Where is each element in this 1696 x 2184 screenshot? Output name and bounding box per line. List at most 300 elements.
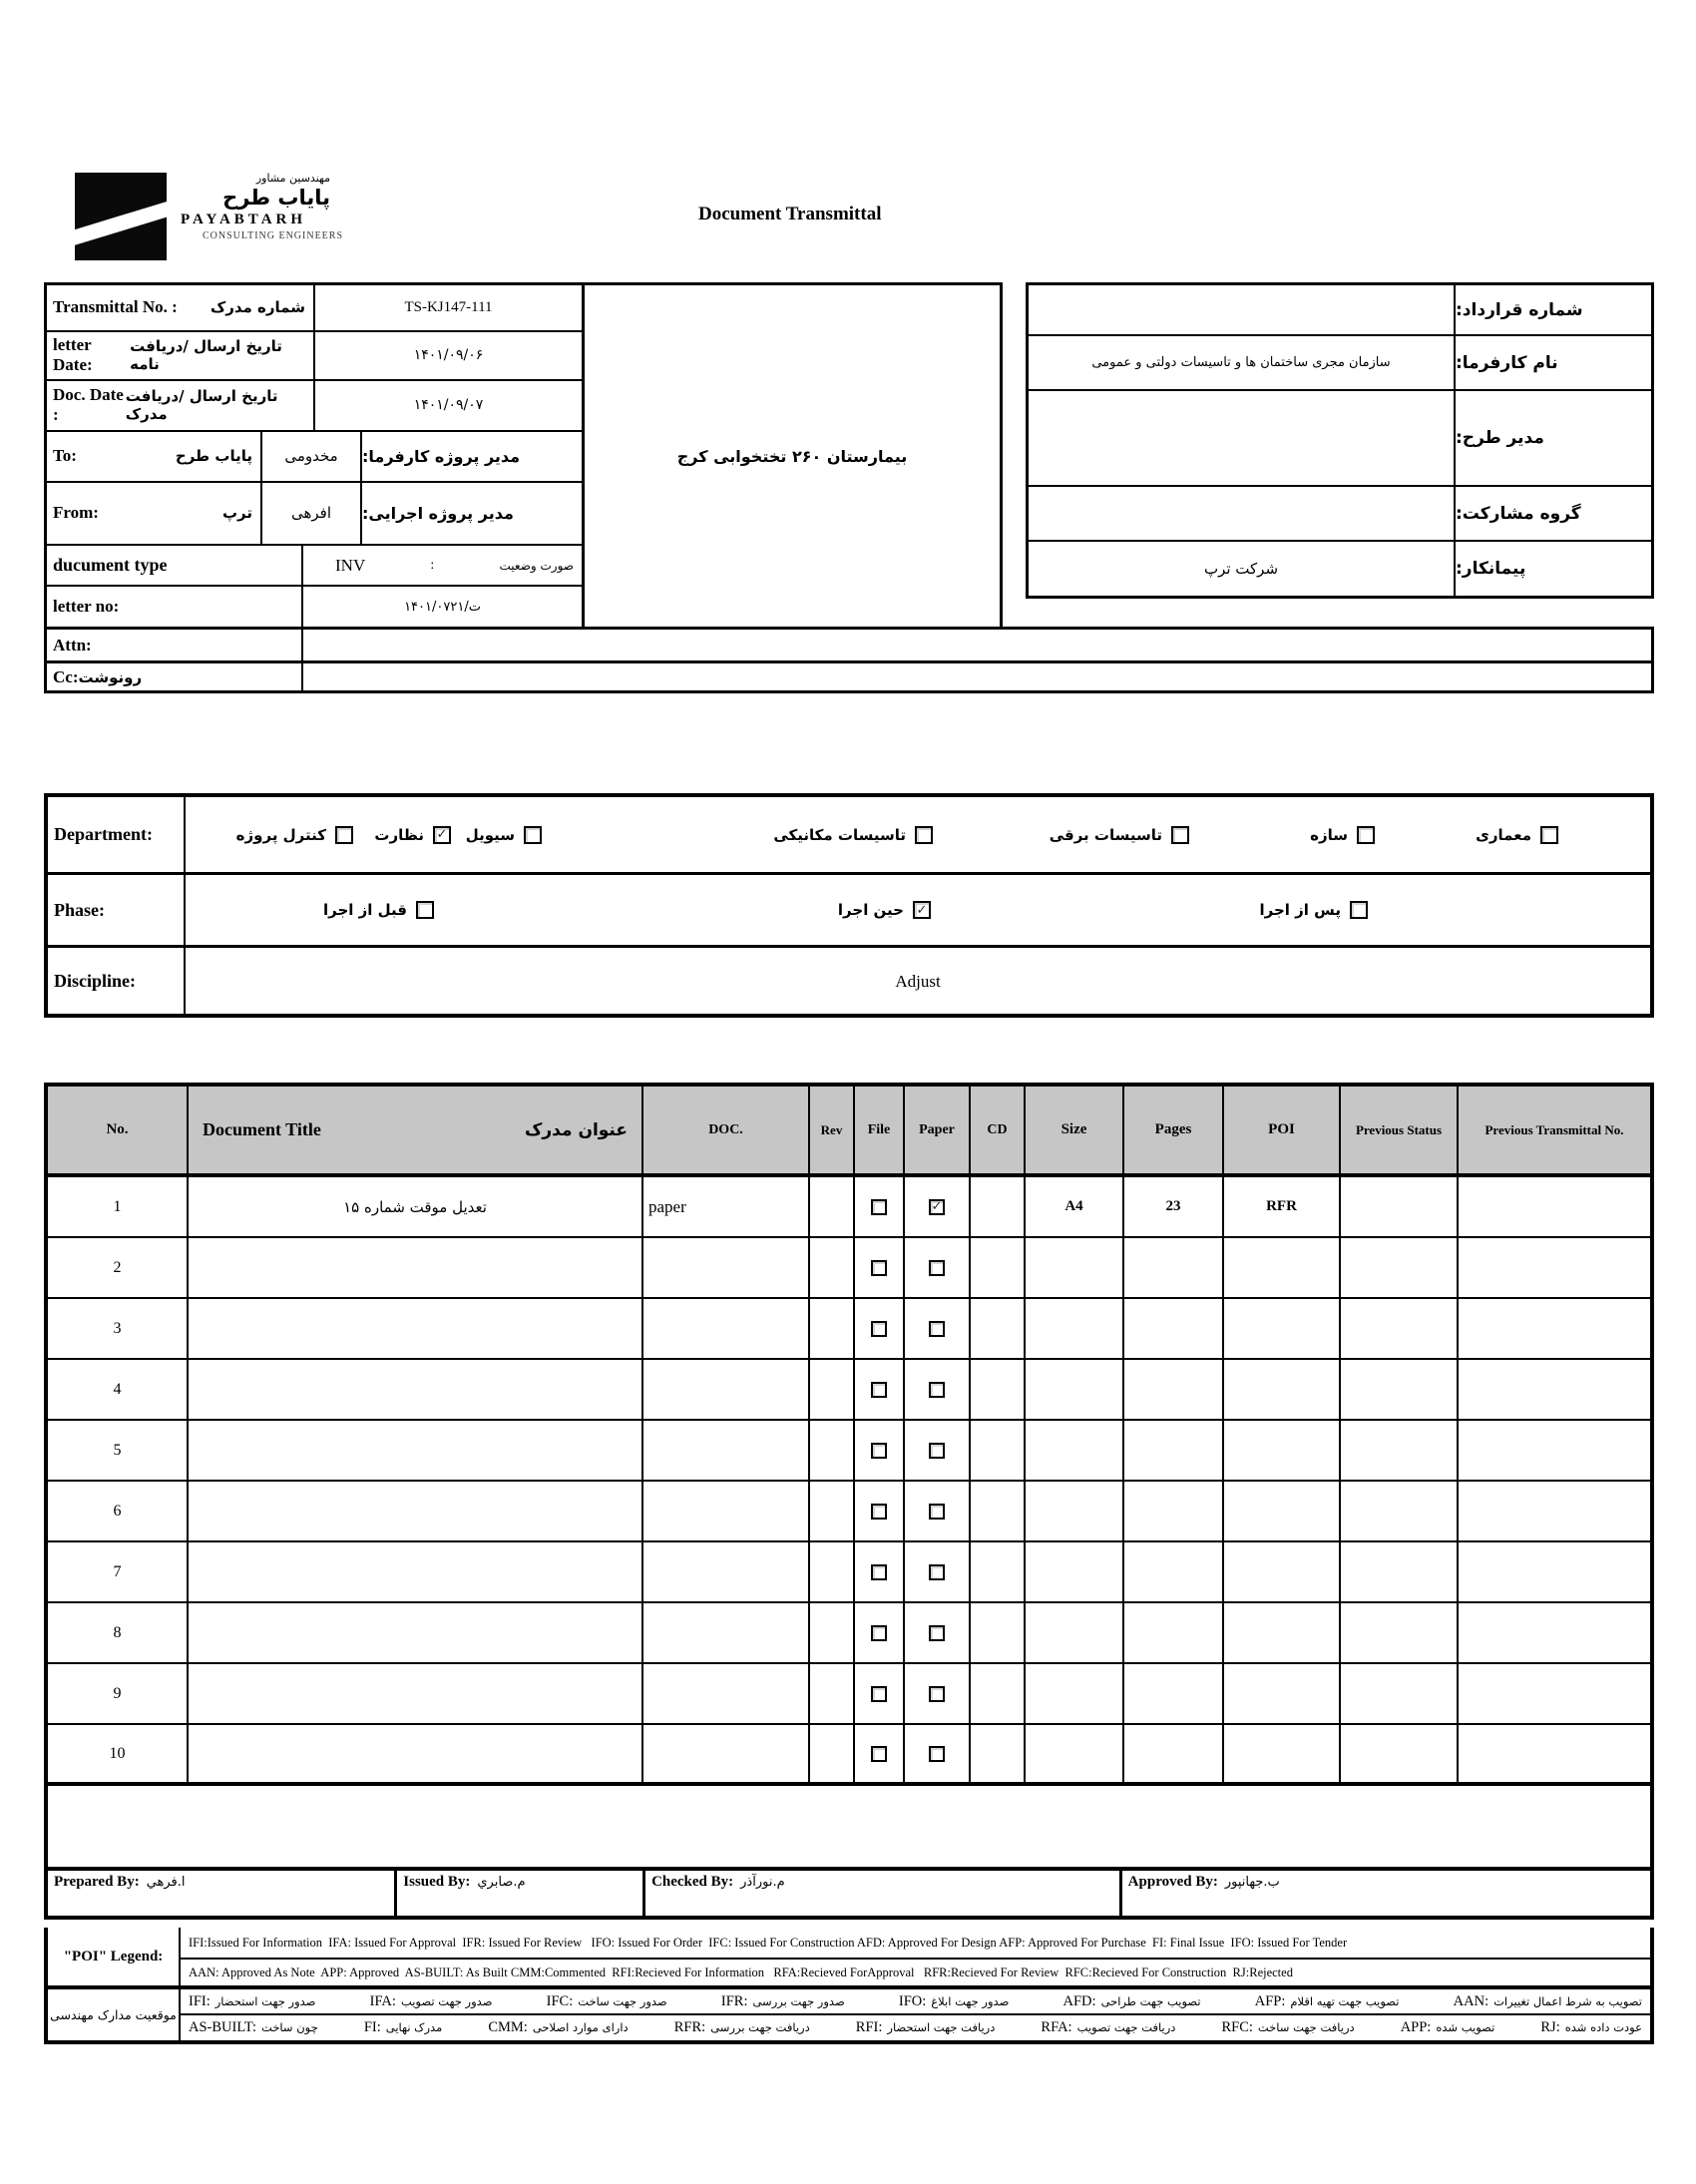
- from-row: [47, 483, 582, 545]
- logo-swoosh: [75, 200, 167, 247]
- department-checkbox-1[interactable]: [1540, 826, 1558, 844]
- file-cell: [853, 1482, 903, 1540]
- rev-cell: [808, 1177, 853, 1236]
- attn-label: Attn:: [53, 635, 92, 655]
- table-row-5: [48, 1421, 1650, 1482]
- rev-cell: [808, 1725, 853, 1782]
- row-no: 8: [113, 1623, 122, 1641]
- approved-by-name: ب.جهانپور: [1224, 1875, 1280, 1890]
- fa-line-1-segment-2: [370, 1993, 493, 2010]
- design-manager-row: [1029, 391, 1651, 487]
- cd-cell: [969, 1664, 1024, 1723]
- document-title-cell: [187, 1664, 641, 1723]
- paper-checkbox[interactable]: [929, 1746, 945, 1762]
- client-pm-label: مدیر پروژه کارفرما:: [362, 446, 521, 466]
- document-type-label: ducument type: [53, 555, 168, 576]
- poi-cell: [1222, 1360, 1339, 1419]
- legend-code: AFD:: [1062, 1992, 1096, 2009]
- fa-line-1-segment-8: [1454, 1993, 1642, 2010]
- rev-cell: [808, 1482, 853, 1540]
- fa-line-2-segment-8: [1401, 2019, 1495, 2036]
- pages-cell: [1122, 1360, 1222, 1419]
- department-item-6: [374, 826, 451, 844]
- fa-line-1-segment-7: [1255, 1993, 1400, 2010]
- table-row-3: [48, 1299, 1650, 1360]
- poi-cell: [1222, 1725, 1339, 1782]
- legend-text: تصویب به شرط اعمال تغییرات: [1493, 1993, 1642, 2008]
- phase-checkbox-group: [186, 875, 1650, 945]
- row-no: 10: [109, 1744, 126, 1762]
- document-title-cell: [187, 1238, 641, 1297]
- legend-code: IFO:: [898, 1992, 927, 2009]
- previous-transmittal-cell: [1457, 1603, 1650, 1662]
- project-name: بیمارستان ۲۶۰ تختخوابی کرج: [676, 446, 908, 466]
- letter-date-row: [47, 332, 582, 382]
- fa-line-2-segment-2: [364, 2019, 442, 2036]
- paper-checkbox[interactable]: [929, 1321, 945, 1337]
- col-size: Size: [1060, 1121, 1087, 1137]
- doc-cell: [641, 1603, 808, 1662]
- poi-cell: [1222, 1238, 1339, 1297]
- size-cell: [1024, 1299, 1122, 1358]
- row-no: 1: [113, 1197, 122, 1215]
- contract-no-row: [1029, 285, 1651, 336]
- legend-code: FI:: [363, 2019, 381, 2035]
- size-cell: [1024, 1360, 1122, 1419]
- fa-line-1-segment-5: [899, 1993, 1009, 2010]
- paper-cell: [903, 1360, 969, 1419]
- rev-cell: [808, 1421, 853, 1480]
- poi-cell: [1222, 1542, 1339, 1601]
- transmittal-info-block: [44, 282, 1654, 693]
- file-cell: [853, 1603, 903, 1662]
- discipline-value: Adjust: [895, 971, 941, 991]
- issued-by-name: م.صابري: [477, 1875, 526, 1890]
- previous-transmittal-cell: [1457, 1664, 1650, 1723]
- doc-cell: paper: [641, 1177, 808, 1236]
- previous-transmittal-cell: [1457, 1177, 1650, 1236]
- issued-by-cell: [394, 1871, 642, 1916]
- poi-legend-label: "POI" Legend:: [48, 1928, 181, 1989]
- to-label: To:: [53, 446, 77, 466]
- phase-checkbox-1[interactable]: [1350, 901, 1368, 919]
- department-item-2: [1310, 826, 1375, 844]
- size-cell: [1024, 1421, 1122, 1480]
- legend-code: IFC:: [546, 1992, 574, 2009]
- attn-value: [303, 630, 1651, 660]
- transmittal-no-label-fa: شماره مدرک: [210, 298, 305, 317]
- poi-cell: [1222, 1482, 1339, 1540]
- legend-text: صدور جهت بررسی: [752, 1993, 845, 2008]
- checked-by-cell: [642, 1871, 1119, 1916]
- fa-line-2-segment-7: [1221, 2019, 1354, 2036]
- letter-no-value: ت/۱۴۰۱/۰۷۲۱: [404, 599, 481, 615]
- document-type-row: [47, 546, 582, 588]
- legend-code: AFP:: [1254, 1992, 1286, 2009]
- size-cell: [1024, 1725, 1122, 1782]
- col-document-title-en: Document Title: [203, 1119, 321, 1139]
- document-title-cell: [187, 1725, 641, 1782]
- file-cell: [853, 1238, 903, 1297]
- client-row: [1029, 336, 1651, 391]
- poi-cell: RFR: [1222, 1177, 1339, 1236]
- jv-group-row: [1029, 487, 1651, 542]
- document-type-colon: :: [430, 557, 435, 573]
- previous-transmittal-cell: [1457, 1299, 1650, 1358]
- file-checkbox[interactable]: [871, 1686, 887, 1702]
- approved-by-cell: [1119, 1871, 1650, 1916]
- department-checkbox-2[interactable]: [1357, 826, 1375, 844]
- legend-code: RFA:: [1041, 2019, 1072, 2035]
- documents-table-header: [48, 1087, 1650, 1177]
- row-no: 5: [113, 1441, 122, 1459]
- cd-cell: [969, 1299, 1024, 1358]
- document-title-cell: [187, 1542, 641, 1601]
- previous-transmittal-cell: [1457, 1725, 1650, 1782]
- approved-by-label: Approved By:: [1127, 1874, 1218, 1890]
- poi-legend-block: [44, 1928, 1654, 2044]
- poi-cell: [1222, 1421, 1339, 1480]
- logo-text: [181, 173, 360, 260]
- phase-checkbox-3[interactable]: [416, 901, 434, 919]
- poi-cell: [1222, 1603, 1339, 1662]
- previous-status-cell: [1339, 1542, 1457, 1601]
- contractor-row: [1029, 542, 1651, 596]
- rev-cell: [808, 1360, 853, 1419]
- col-rev: Rev: [820, 1121, 843, 1137]
- file-checkbox[interactable]: [871, 1504, 887, 1520]
- table-row-6: [48, 1482, 1650, 1542]
- row-no: 2: [113, 1258, 122, 1276]
- department-checkbox-4[interactable]: [915, 826, 933, 844]
- document-title-cell: تعدیل موقت شماره ۱۵: [187, 1177, 641, 1236]
- cc-row: [44, 660, 1654, 693]
- prepared-by-name: ا.فرهي: [146, 1875, 186, 1890]
- cd-cell: [969, 1177, 1024, 1236]
- cc-value: [303, 663, 1651, 690]
- doc-date-label-fa: تاریخ ارسال /دریافت مدرک: [125, 387, 278, 424]
- phase-label-3: قبل از اجرا: [323, 901, 407, 919]
- size-cell: [1024, 1238, 1122, 1297]
- row-no: 3: [113, 1319, 122, 1337]
- previous-transmittal-cell: [1457, 1542, 1650, 1601]
- paper-checkbox[interactable]: [929, 1686, 945, 1702]
- document-type-value: INV: [335, 555, 366, 575]
- legend-text: صدور جهت استحضار: [214, 1993, 316, 2008]
- checked-by-label: Checked By:: [651, 1874, 734, 1890]
- fa-line-1-segment-6: [1063, 1993, 1201, 2010]
- paper-checkbox[interactable]: [929, 1564, 945, 1580]
- fa-line-2-segment-3: [488, 2019, 628, 2036]
- previous-status-cell: [1339, 1725, 1457, 1782]
- paper-checkbox[interactable]: [929, 1504, 945, 1520]
- poi-legend-en-line-2: AAN: Approved As Note APP: Approved AS-BUILT: As Built CMM:Commented RFI:Recieved For Information RFA:Recieved ForApproval RFR:Recieved For Review RFC:Recieved For Construction RJ:Rejected: [181, 1960, 1650, 1989]
- contractor-label: پیمانکار:: [1456, 559, 1526, 580]
- fa-line-1-segment-3: [547, 1993, 667, 2010]
- legend-code: IFA:: [369, 1992, 396, 2009]
- to-value: پایاب طرح: [175, 447, 252, 466]
- poi-cell: [1222, 1664, 1339, 1723]
- letter-no-row: [47, 587, 582, 627]
- transmittal-no-label-en: Transmittal No. :: [53, 297, 178, 317]
- fa-line-2-segment-6: [1041, 2019, 1175, 2036]
- cd-cell: [969, 1421, 1024, 1480]
- letter-date-label-en: letter Date:: [53, 335, 93, 375]
- file-checkbox[interactable]: [871, 1564, 887, 1580]
- col-paper: Paper: [919, 1121, 955, 1137]
- previous-status-cell: [1339, 1177, 1457, 1236]
- paper-checkbox[interactable]: [929, 1443, 945, 1459]
- legend-text: چون ساخت: [261, 2020, 318, 2034]
- department-label-5: سیویل: [465, 825, 515, 844]
- document-title-cell: [187, 1421, 641, 1480]
- previous-transmittal-cell: [1457, 1482, 1650, 1540]
- previous-status-cell: [1339, 1299, 1457, 1358]
- logo-mark-icon: [75, 173, 167, 260]
- doc-cell: [641, 1725, 808, 1782]
- table-row-2: [48, 1238, 1650, 1299]
- legend-text: تصویب جهت تهیه اقلام: [1290, 1993, 1400, 2008]
- fa-line-1-segment-4: [721, 1993, 845, 2010]
- legend-text: دریافت جهت بررسی: [710, 2020, 810, 2034]
- paper-cell: [903, 1664, 969, 1723]
- pages-cell: [1122, 1238, 1222, 1297]
- checked-by-name: م.نورآذر: [740, 1875, 785, 1890]
- legend-code: AS-BUILT:: [189, 2019, 257, 2035]
- paper-cell: [903, 1421, 969, 1480]
- cd-cell: [969, 1603, 1024, 1662]
- fa-line-2-segment-4: [674, 2019, 810, 2036]
- legend-code: RFR:: [673, 2019, 706, 2035]
- department-checkbox-3[interactable]: [1171, 826, 1189, 844]
- pages-cell: [1122, 1664, 1222, 1723]
- legend-code: RJ:: [1540, 2019, 1560, 2035]
- doc-cell: [641, 1238, 808, 1297]
- legend-code: RFI:: [855, 2019, 883, 2035]
- phase-checkbox-2[interactable]: [913, 901, 931, 919]
- department-checkbox-5[interactable]: [524, 826, 542, 844]
- previous-transmittal-cell: [1457, 1360, 1650, 1419]
- file-cell: [853, 1360, 903, 1419]
- poi-legend-fa-line-1: [181, 1989, 1650, 2015]
- rev-cell: [808, 1299, 853, 1358]
- contract-no-label: شماره قرارداد:: [1456, 299, 1583, 320]
- row-no: 7: [113, 1562, 122, 1580]
- row-no: 9: [113, 1684, 122, 1702]
- col-file: File: [867, 1121, 891, 1137]
- cc-label-fa: رونوشت: [78, 667, 143, 686]
- row-no: 4: [113, 1380, 122, 1398]
- from-value: ترپ: [221, 504, 252, 523]
- size-cell: [1024, 1664, 1122, 1723]
- file-cell: [853, 1299, 903, 1358]
- discipline-label: Discipline:: [54, 971, 137, 991]
- row-no: 6: [113, 1502, 122, 1520]
- phase-item-2: [838, 901, 931, 919]
- discipline-row: [48, 948, 1650, 1015]
- pages-cell: [1122, 1299, 1222, 1358]
- letter-date-label-fa: تاریخ ارسال /دریافت نامه: [130, 337, 282, 374]
- legend-code: AAN:: [1453, 1992, 1489, 2009]
- phase-label: Phase:: [54, 899, 105, 920]
- page-title: Document Transmittal: [698, 204, 882, 224]
- cd-cell: [969, 1238, 1024, 1297]
- col-previous-status: Previous Status: [1355, 1121, 1443, 1137]
- executive-pm-label: مدیر پروژه اجرایی:: [362, 503, 514, 523]
- size-cell: A4: [1024, 1177, 1122, 1236]
- doc-cell: [641, 1299, 808, 1358]
- col-document-title-fa: عنوان مدرک: [524, 1119, 628, 1140]
- to-person: مخدومی: [284, 447, 338, 466]
- legend-text: صدور جهت ساخت: [578, 1993, 667, 2008]
- file-checkbox[interactable]: [871, 1443, 887, 1459]
- size-cell: [1024, 1603, 1122, 1662]
- doc-date-label-en: Doc. Date :: [53, 385, 124, 425]
- doc-cell: [641, 1360, 808, 1419]
- previous-transmittal-cell: [1457, 1421, 1650, 1480]
- size-cell: [1024, 1542, 1122, 1601]
- paper-checkbox[interactable]: [929, 1260, 945, 1276]
- previous-status-cell: [1339, 1482, 1457, 1540]
- legend-text: دریافت جهت ساخت: [1257, 2020, 1355, 2034]
- phase-item-1: [1260, 901, 1368, 919]
- fa-line-2-segment-1: [189, 2019, 318, 2036]
- classification-block: [44, 793, 1654, 1018]
- contract-info-table: [1026, 282, 1654, 599]
- phase-label-2: حین اجرا: [837, 901, 904, 919]
- department-label-4: تاسیسات مکانیکی: [773, 825, 906, 844]
- paper-cell: [903, 1299, 969, 1358]
- company-logo: [75, 173, 360, 260]
- legend-text: دریافت جهت تصویب: [1076, 2020, 1176, 2034]
- col-previous-transmittal: Previous Transmittal No.: [1484, 1121, 1624, 1137]
- department-row: [48, 797, 1650, 875]
- fa-line-2-segment-5: [856, 2019, 996, 2036]
- file-cell: [853, 1725, 903, 1782]
- to-row: [47, 432, 582, 484]
- documents-table-body: [48, 1177, 1650, 1786]
- legend-code: APP:: [1400, 2019, 1432, 2035]
- size-cell: [1024, 1482, 1122, 1540]
- design-manager-label: مدیر طرح:: [1456, 428, 1544, 449]
- legend-text: صدور جهت تصویب: [400, 1993, 493, 2008]
- cd-cell: [969, 1360, 1024, 1419]
- doc-cell: [641, 1421, 808, 1480]
- paper-cell: [903, 1482, 969, 1540]
- prepared-by-label: Prepared By:: [54, 1874, 140, 1890]
- department-label-2: سازه: [1310, 825, 1348, 844]
- rev-cell: [808, 1238, 853, 1297]
- department-item-1: [1476, 826, 1558, 844]
- legend-text: عودت داده شده: [1564, 2020, 1642, 2034]
- prepared-by-cell: [48, 1871, 394, 1916]
- paper-checkbox[interactable]: [929, 1382, 945, 1398]
- poi-legend-en-line-1: IFI:Issued For Information IFA: Issued For Approval IFR: Issued For Review IFO: Issued For Order IFC: Issued For Construction AFD: Approved For Design AFP: Approved For Purchase FI: Final Issue IFO: Issued For Tender: [181, 1928, 1650, 1960]
- remarks-empty-band: [48, 1786, 1650, 1871]
- paper-checkbox[interactable]: [929, 1625, 945, 1641]
- logo-fa-name: پایاب طرح: [222, 185, 330, 210]
- department-label-7: کنترل پروژه: [235, 825, 326, 844]
- jv-group-label: گروه مشارکت:: [1456, 503, 1581, 524]
- file-checkbox[interactable]: [871, 1199, 887, 1215]
- pages-cell: [1122, 1603, 1222, 1662]
- department-item-7: [236, 826, 353, 844]
- legend-text: تصویب جهت طراحی: [1100, 1993, 1201, 2008]
- department-label-1: معماری: [1476, 825, 1531, 844]
- col-pages: Pages: [1154, 1121, 1192, 1137]
- document-title-cell: [187, 1360, 641, 1419]
- rev-cell: [808, 1603, 853, 1662]
- col-poi: POI: [1268, 1121, 1295, 1137]
- legend-text: دریافت جهت استحضار: [887, 2020, 996, 2034]
- table-row-9: [48, 1664, 1650, 1725]
- doc-cell: [641, 1664, 808, 1723]
- cd-cell: [969, 1725, 1024, 1782]
- department-item-3: [1050, 826, 1189, 844]
- doc-date-row: [47, 381, 582, 432]
- file-checkbox[interactable]: [871, 1746, 887, 1762]
- document-title-cell: [187, 1299, 641, 1358]
- table-row-10: [48, 1725, 1650, 1786]
- rev-cell: [808, 1542, 853, 1601]
- legend-text: صدور جهت ابلاغ: [931, 1993, 1010, 2008]
- transmittal-meta-table: [44, 282, 585, 627]
- engineering-docs-status-label: موقعیت مدارک مهندسی: [48, 1989, 181, 2040]
- attn-row: [44, 627, 1654, 660]
- from-label: From:: [53, 503, 99, 523]
- legend-text: دارای موارد اصلاحی: [532, 2020, 629, 2034]
- department-checkbox-7[interactable]: [335, 826, 353, 844]
- file-checkbox[interactable]: [871, 1625, 887, 1641]
- department-checkbox-group: [186, 797, 1650, 872]
- client-value: سازمان مجری ساختمان ها و تاسیسات دولتی و عمومی: [1091, 355, 1391, 370]
- file-cell: [853, 1177, 903, 1236]
- legend-code: IFR:: [720, 1992, 748, 2009]
- department-item-5: [466, 826, 542, 844]
- documents-table: [44, 1083, 1654, 1920]
- legend-text: تصویب شده: [1436, 2020, 1495, 2034]
- paper-checkbox[interactable]: [929, 1199, 945, 1215]
- doc-cell: [641, 1482, 808, 1540]
- doc-date-value: ۱۴۰۱/۰۹/۰۷: [413, 397, 484, 414]
- table-row-7: [48, 1542, 1650, 1603]
- rev-cell: [808, 1664, 853, 1723]
- file-checkbox[interactable]: [871, 1321, 887, 1337]
- project-name-cell: [585, 282, 1003, 627]
- document-title-cell: [187, 1603, 641, 1662]
- col-doc: DOC.: [708, 1121, 743, 1137]
- table-row-4: [48, 1360, 1650, 1421]
- col-no: No.: [106, 1121, 129, 1137]
- paper-cell: [903, 1542, 969, 1601]
- file-checkbox[interactable]: [871, 1260, 887, 1276]
- pages-cell: 23: [1122, 1177, 1222, 1236]
- phase-label-1: پس از اجرا: [1259, 901, 1341, 919]
- legend-code: CMM:: [488, 2019, 528, 2035]
- legend-text: مدرک نهایی: [385, 2020, 443, 2034]
- file-checkbox[interactable]: [871, 1382, 887, 1398]
- cd-cell: [969, 1482, 1024, 1540]
- poi-cell: [1222, 1299, 1339, 1358]
- previous-status-cell: [1339, 1664, 1457, 1723]
- paper-cell: [903, 1177, 969, 1236]
- phase-row: [48, 875, 1650, 948]
- pages-cell: [1122, 1725, 1222, 1782]
- phase-item-3: [323, 901, 434, 919]
- col-cd: CD: [987, 1121, 1008, 1137]
- department-checkbox-6[interactable]: [433, 826, 451, 844]
- logo-en-name: PAYABTARH: [181, 211, 307, 227]
